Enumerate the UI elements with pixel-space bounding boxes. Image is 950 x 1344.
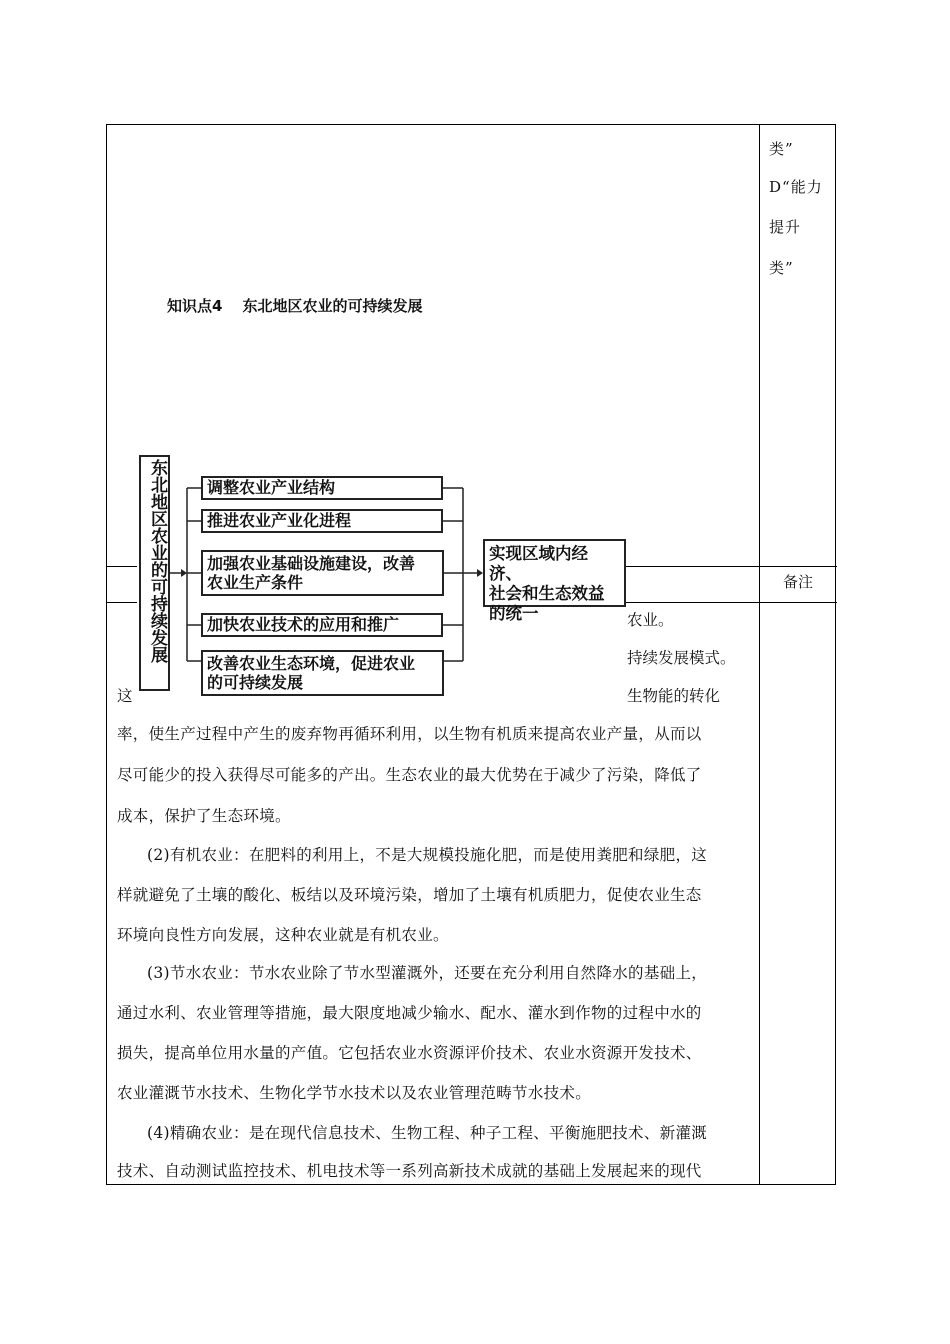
measure-box-5	[201, 650, 444, 696]
measure-text: 农业生产条件	[207, 573, 304, 592]
paragraph-line: 样就避免了土壤的酸化、板结以及环境污染，增加了土壤有机质肥力，促使农业生态	[117, 886, 702, 904]
paragraph-line: 率，使生产过程中产生的废弃物再循环利用，以生物有机质来提高农业产量，从而以	[117, 725, 702, 743]
paragraph-line: 损失，提高单位用水量的产值。它包括农业水资源评价技术、农业水资源开发技术、	[117, 1044, 702, 1062]
text-fragment: 这	[117, 687, 133, 705]
measure-box-1	[201, 476, 443, 500]
paragraph-line: 环境向良性方向发展，这种农业就是有机农业。	[117, 926, 449, 944]
row-divider-left-lower	[107, 602, 137, 603]
row-divider-mid-lower	[622, 602, 837, 603]
paragraph-line: 技术、自动测试监控技术、机电技术等一系列高新技术成就的基础上发展起来的现代	[117, 1162, 702, 1180]
paragraph-line: (2)有机农业：在肥料的利用上，不是大规模投施化肥，而是使用粪肥和绿肥，这	[147, 846, 708, 864]
result-text: 实现区域内经济、	[489, 544, 588, 583]
column-divider	[759, 125, 760, 1184]
knowledge-point-title: 东北地区农业的可持续发展	[242, 297, 423, 315]
side-line-4: 类”	[769, 259, 794, 277]
side-line-1: 类”	[769, 140, 794, 158]
result-text: 的统一	[489, 604, 539, 623]
paragraph-line: (4)精确农业：是在现代信息技术、生物工程、种子工程、平衡施肥技术、新灌溉	[147, 1124, 708, 1142]
paragraph-line: 农业灌溉节水技术、生物化学节水技术以及农业管理范畴节水技术。	[117, 1084, 592, 1102]
diagram-root-box: 东北地区农业的可持续发展	[139, 455, 170, 691]
text-fragment: 农业。	[627, 611, 674, 629]
note-label: 备注	[783, 573, 814, 591]
measure-text: 调整农业产业结构	[207, 478, 336, 497]
knowledge-point-heading	[167, 295, 442, 316]
text-fragment: 持续发展模式。	[627, 649, 736, 667]
flow-diagram	[137, 455, 637, 715]
measure-box-2	[201, 509, 443, 533]
result-text: 社会和生态效益	[489, 584, 605, 603]
paragraph-line: 尽可能少的投入获得尽可能多的产出。生态农业的最大优势在于减少了污染，降低了	[117, 766, 702, 784]
row-divider-left	[107, 566, 137, 567]
document-table	[106, 124, 836, 1185]
side-line-2: D“能力	[769, 178, 823, 196]
paragraph-line: 成本，保护了生态环境。	[117, 807, 291, 825]
knowledge-point-number: 知识点4	[167, 297, 223, 315]
measure-text: 加快农业技术的应用和推广	[207, 615, 400, 634]
measure-text: 的可持续发展	[207, 673, 304, 692]
paragraph-line: 通过水利、农业管理等措施，最大限度地减少输水、配水、灌水到作物的过程中水的	[117, 1004, 702, 1022]
measure-box-3	[201, 550, 444, 596]
measure-text: 改善农业生态环境，促进农业	[207, 654, 416, 673]
row-divider-mid	[622, 566, 837, 567]
measure-box-4	[201, 613, 443, 637]
measure-text: 加强农业基础设施建设，改善	[207, 554, 416, 573]
text-fragment: 生物能的转化	[627, 687, 721, 705]
measure-text: 推进农业产业化进程	[207, 511, 352, 530]
side-line-3: 提升	[769, 218, 802, 236]
result-box	[483, 539, 626, 623]
paragraph-line: (3)节水农业：节水农业除了节水型灌溉外，还要在充分利用自然降水的基础上，	[147, 964, 708, 982]
